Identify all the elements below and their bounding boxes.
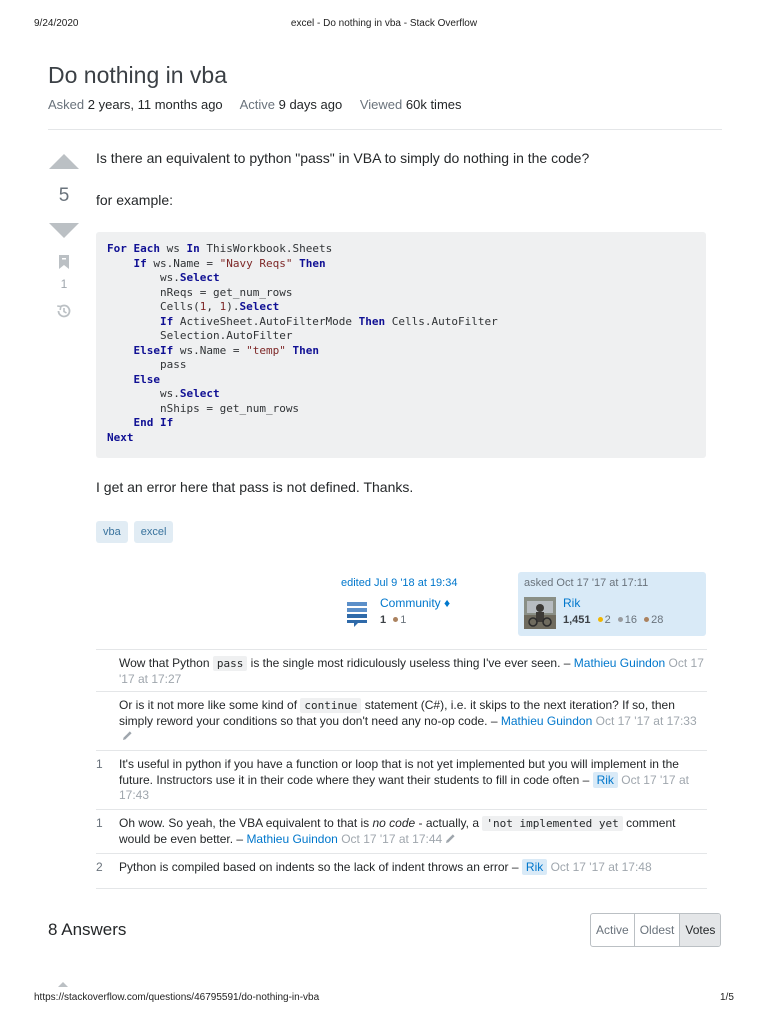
comment-body: comment would be even better. – [119, 816, 676, 846]
comment-text [119, 650, 707, 692]
tag-list [96, 521, 173, 543]
comment-text [119, 751, 707, 809]
comment-inline-code: continue [300, 698, 361, 713]
code-keyword: Else [133, 372, 160, 386]
downvote-icon[interactable] [49, 223, 79, 238]
code-text: ws [159, 242, 187, 255]
comment-item [96, 692, 707, 751]
code-text: , [206, 300, 220, 313]
viewed-value: 60k times [405, 97, 462, 112]
print-page-number: 1/5 [720, 992, 734, 1003]
answer-upvote-icon[interactable] [58, 982, 68, 987]
asker-card [518, 572, 706, 636]
question-title[interactable]: Do nothing in vba [48, 62, 228, 88]
comment-body: Python is compiled based on indents so the lack of indent throws an error – [119, 860, 522, 874]
bronze-badge-icon [393, 617, 398, 622]
vote-count: 5 [58, 185, 70, 206]
pencil-icon [122, 730, 133, 741]
code-text: ThisWorkbook.Sheets [199, 242, 333, 255]
print-url: https://stackoverflow.com/questions/46795591/do-nothing-in-vba [34, 992, 320, 1003]
comment-score: 2 [96, 860, 103, 874]
code-text: Cells.AutoFilter [385, 314, 498, 328]
comment-inline-code: 'not implemented yet [482, 816, 622, 831]
code-string: "Navy Reqs" [219, 256, 293, 270]
code-keyword: Next [107, 430, 134, 444]
code-keyword: ElseIf [133, 343, 174, 357]
code-number: 1 [219, 300, 227, 313]
code-string: "temp" [246, 343, 286, 357]
editor-bronze-count: 1 [400, 614, 407, 626]
editor-rep-score: 1 [380, 614, 387, 626]
asked-value: 2 years, 11 months ago [87, 97, 223, 112]
question-text-line1: Is there an equivalent to python "pass" in VBA to simply do nothing in the code? [96, 150, 590, 166]
asker-bronze-count: 28 [651, 614, 664, 626]
silver-badge-icon [618, 617, 623, 622]
title-divider [48, 129, 722, 130]
asker-silver-count: 16 [624, 614, 638, 626]
edited-timestamp[interactable]: edited Jul 9 '18 at 19:34 [341, 577, 458, 589]
asked-timestamp: asked Oct 17 '17 at 17:11 [524, 577, 649, 589]
bookmark-icon[interactable] [59, 255, 69, 269]
tab-oldest[interactable]: Oldest [635, 914, 681, 946]
comment-item [96, 649, 707, 692]
comment-body: It's useful in python if you have a function or loop that is not yet implemented but you will implement in the future. Instructors use it in their code where they want their students to fill in code often – [119, 757, 679, 787]
comment-emphasis: no code [372, 816, 416, 830]
comment-body: is the single most ridiculously useless thing I've ever seen. – [247, 656, 574, 670]
comment-text [119, 692, 707, 750]
code-keyword: End If [133, 416, 174, 429]
comment-date[interactable]: Oct 17 '17 at 17:27 [119, 656, 704, 686]
asker-avatar[interactable] [524, 597, 556, 629]
bookmark-count: 1 [60, 277, 68, 291]
code-text: ws.Name = [173, 343, 247, 357]
comment-item [96, 751, 707, 810]
active-value[interactable]: 9 days ago [278, 97, 343, 112]
code-keyword: Select [239, 300, 280, 313]
question-text-after-code: I get an error here that pass is not defined. Thanks. [96, 479, 414, 495]
code-text: ws. [159, 387, 180, 400]
question-meta [48, 97, 462, 112]
code-keyword: If [159, 314, 174, 328]
bronze-badge-icon [644, 617, 649, 622]
editor-name[interactable]: Community ♦ [380, 596, 451, 610]
community-avatar-icon[interactable] [341, 597, 373, 629]
comment-body: statement (C#), i.e. it skips to the next iteration? If so, then simply reword your conditions so that you don't need any no-op code. – [119, 698, 675, 728]
asker-name[interactable]: Rik [563, 596, 581, 610]
answer-sort-tabs [590, 913, 721, 947]
asker-rep-score: 1,451 [563, 614, 591, 626]
comment-user-link[interactable]: Rik [593, 772, 618, 788]
comment-text [119, 810, 707, 852]
comment-text [119, 854, 707, 881]
code-keyword: Select [179, 387, 220, 400]
editor-card [335, 572, 503, 636]
comment-user-link[interactable]: Mathieu Guindon [500, 713, 593, 728]
asker-gold-count: 2 [604, 614, 611, 626]
history-icon[interactable] [55, 302, 73, 320]
tab-active[interactable]: Active [591, 914, 635, 946]
comment-body: - actually, a [415, 816, 483, 830]
comment-inline-code: pass [213, 656, 248, 671]
code-keyword: Then [292, 343, 319, 357]
code-text: ActiveSheet.AutoFilterMode [173, 314, 359, 328]
answers-count-heading: 8 Answers [48, 920, 127, 939]
code-number: 1 [199, 300, 207, 313]
code-text: ws. [159, 271, 180, 284]
code-text: Cells( [159, 300, 200, 313]
code-keyword: Select [179, 271, 220, 284]
code-block [96, 232, 706, 458]
print-date: 9/24/2020 [34, 18, 79, 29]
code-text: ). [226, 300, 240, 313]
comment-user-link[interactable]: Mathieu Guindon [573, 656, 666, 670]
code-text: Selection.AutoFilter [159, 329, 293, 342]
comment-item [96, 854, 707, 889]
comment-score: 1 [96, 816, 103, 830]
comment-date[interactable]: Oct 17 '17 at 17:44 [341, 831, 443, 846]
code-keyword: If [133, 256, 147, 270]
code-keyword: In [186, 242, 200, 255]
comment-body: Oh wow. So yeah, the VBA equivalent to that is [119, 816, 373, 830]
viewed-label: Viewed [359, 97, 403, 112]
upvote-icon[interactable] [49, 154, 79, 169]
comment-body: Or is it not more like some kind of [119, 698, 301, 712]
code-text: nShips = get_num_rows [159, 401, 300, 415]
comment-body: Wow that Python [119, 656, 213, 670]
comment-score: 1 [96, 757, 103, 771]
asker-reputation [563, 614, 663, 626]
tag-excel[interactable]: excel [134, 521, 174, 543]
asked-label: Asked [48, 97, 85, 112]
comment-user-link[interactable]: Rik [522, 859, 547, 875]
editor-reputation [380, 614, 406, 626]
active-label: Active [239, 97, 275, 112]
comment-list [96, 649, 707, 889]
code-text: ws.Name = [146, 256, 220, 270]
comment-item [96, 810, 707, 854]
comment-date[interactable]: Oct 17 '17 at 17:48 [550, 860, 652, 874]
code-keyword: Then [358, 314, 386, 328]
code-text: nReqs = get_num_rows [159, 285, 293, 299]
tag-vba[interactable]: vba [96, 521, 128, 543]
comment-date[interactable]: Oct 17 '17 at 17:43 [119, 772, 689, 802]
code-text: pass [159, 358, 187, 371]
question-text-line2: for example: [96, 192, 174, 208]
pencil-icon [445, 833, 456, 844]
comment-user-link[interactable]: Mathieu Guindon [246, 831, 338, 846]
comment-date[interactable]: Oct 17 '17 at 17:33 [595, 713, 697, 728]
print-title: excel - Do nothing in vba - Stack Overflow [290, 18, 478, 29]
gold-badge-icon [598, 617, 603, 622]
code-keyword: Then [299, 256, 326, 270]
tab-votes[interactable]: Votes [680, 914, 720, 946]
code-keyword: For Each [107, 242, 160, 255]
